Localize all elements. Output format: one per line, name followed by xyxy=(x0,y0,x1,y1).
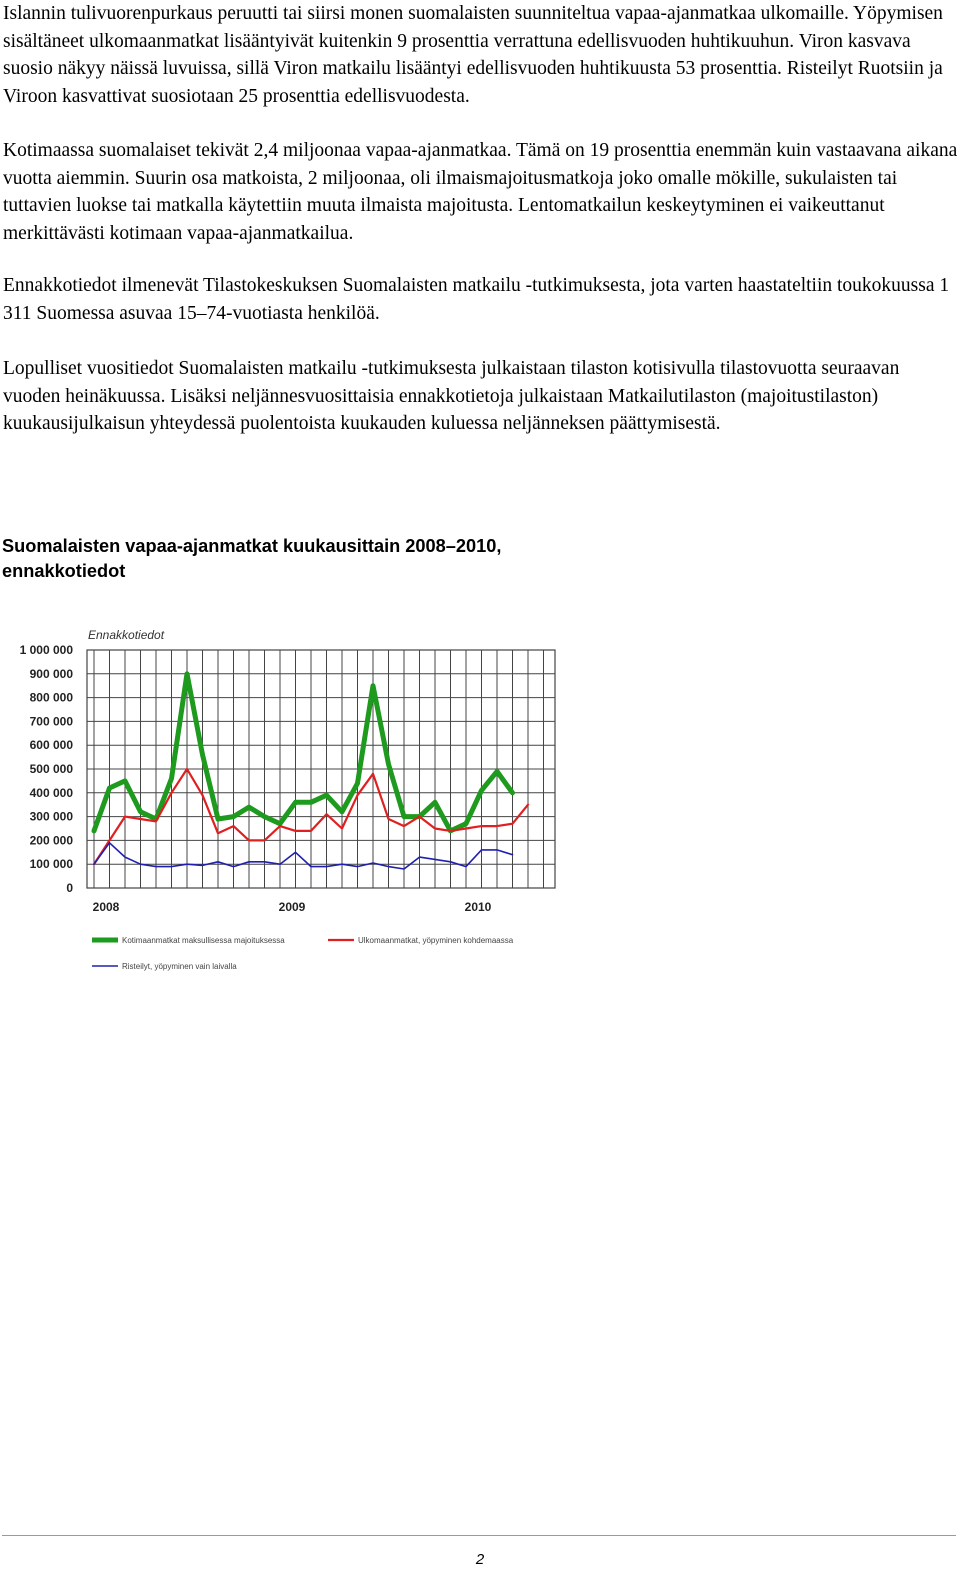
chart-canvas xyxy=(0,598,620,990)
y-tick-label: 600 000 xyxy=(29,738,73,753)
footer-divider xyxy=(2,1535,956,1536)
y-tick-label: 100 000 xyxy=(29,857,73,872)
legend-label: Risteilyt, yöpyminen vain laivalla xyxy=(122,962,237,971)
legend-label: Kotimaanmatkat maksullisessa majoituksessa xyxy=(122,936,285,945)
paragraph-iceland-volcano: Islannin tulivuorenpurkaus peruutti tai siirsi monen suomalaisten suunniteltua vapaa-ajanmatkaa ulkomaille. Yöpymisen sisältäneet ulkomaanmatkat lisääntyivät kuitenkin 9 prosenttia verrattuna edellisvuoden huhtikuuhun. Viron kasvava suosio näkyy näissä luvuissa, sillä Viron matkailu lisääntyi edellisvuoden huhtikuusta 53 prosenttia. Risteilyt Ruotsiin ja Viroon kasvattivat suosiotaan 25 prosenttia edellisvuodesta. xyxy=(3,3,943,107)
y-tick-label: 700 000 xyxy=(29,714,73,729)
paragraph-publication-info: Lopulliset vuositiedot Suomalaisten matkailu -tutkimuksesta julkaistaan tilaston kotisivulla tilastovuotta seuraavan vuoden heinäkuussa. Lisäksi neljännesvuosittaisia ennakkotietoja julkaistaan Matkailutilaston (majoitustilaston) kuukausijulkaisun yhteydessä puolentoista kuukauden kuluessa neljänneksen päättymisestä. xyxy=(3,358,900,435)
x-year-label: 2009 xyxy=(278,900,306,914)
x-year-label: 2008 xyxy=(92,900,120,914)
paragraph-survey-source: Ennakkotiedot ilmenevät Tilastokeskuksen Suomalaisten matkailu -tutkimuksesta, jota varten haastateltiin toukokuussa 1 311 Suomessa asuvaa 15–74-vuotiasta henkilöä. xyxy=(3,275,950,324)
y-tick-label: 300 000 xyxy=(29,809,73,824)
chart-title: Ennakkotiedot xyxy=(88,628,165,642)
y-tick-label: 800 000 xyxy=(29,690,73,705)
y-tick-label: 500 000 xyxy=(29,762,73,776)
page-number: 2 xyxy=(475,1551,485,1568)
paragraph-domestic-trips: Kotimaassa suomalaiset tekivät 2,4 miljoonaa vapaa-ajanmatkaa. Tämä on 19 prosenttia enemmän kuin vastaavana aikana vuotta aiemmin. Suurin osa matkoista, 2 miljoonaa, oli ilmaismajoitusmatkoja joko omalle mökille, sukulaisten tai tuttavien luokse tai matkalla käytettiin muuta ilmaista majoitusta. Lentomatkailun keskeytyminen ei vaikeuttanut merkittävästi kotimaan vapaa-ajanmatkailua. xyxy=(3,140,958,244)
legend-label: Ulkomaanmatkat, yöpyminen kohdemaassa xyxy=(358,936,514,945)
trips-line-chart xyxy=(0,598,620,990)
x-year-label: 2010 xyxy=(464,900,492,914)
y-tick-label: 0 xyxy=(66,881,73,895)
y-tick-label: 200 000 xyxy=(29,833,73,848)
chart-section-title: Suomalaisten vapaa-ajanmatkat kuukausittain 2008–2010, ennakkotiedot xyxy=(2,536,502,581)
y-tick-label: 1 000 000 xyxy=(19,643,73,657)
y-tick-label: 900 000 xyxy=(29,666,73,681)
y-tick-label: 400 000 xyxy=(29,785,73,800)
